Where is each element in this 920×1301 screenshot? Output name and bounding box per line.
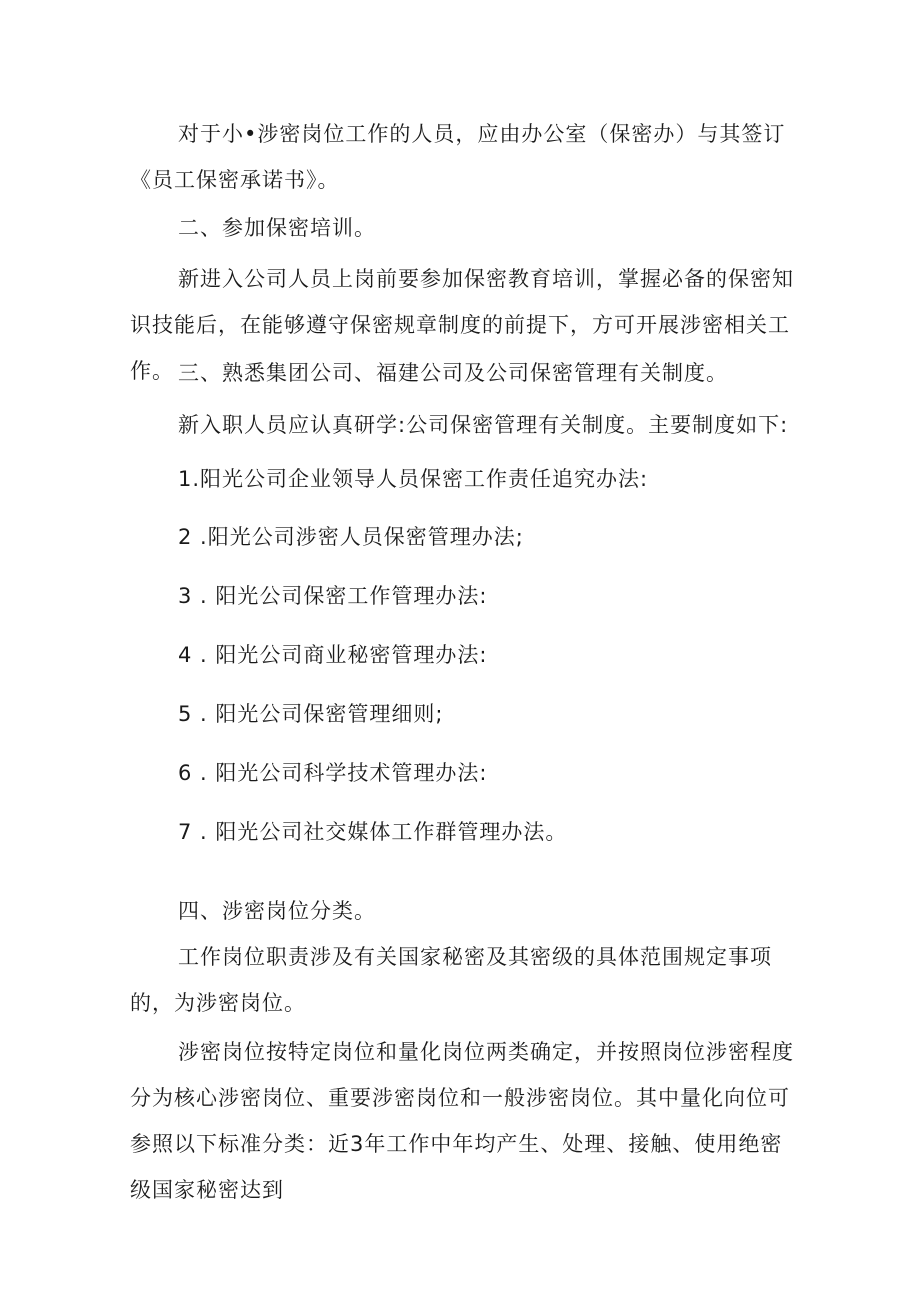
paragraph-confidentiality-pledge: 对于小•涉密岗位工作的人员，应由办公室（保密办）与其签订《员工保密承诺书》。	[130, 122, 786, 192]
list-item-7: 7 . 阳光公司社交媒体工作群管理办法。	[178, 820, 568, 844]
paragraph-training: 新进入公司人员上岗前要参加保密教育培训，掌握必备的保密知识技能后，在能够遵守保密规章制度的前提下，方可开展涉密相关工作。	[130, 267, 794, 383]
list-item-5: 5 . 阳光公司保密管理细则;	[178, 702, 444, 726]
heading-training: 二、参加保密培训。	[178, 216, 376, 240]
list-item-4: 4 . 阳光公司商业秘密管理办法:	[178, 643, 488, 667]
heading-post-classification: 四、涉密岗位分类。	[178, 899, 376, 923]
list-item-1: 1.阳光公司企业领导人员保密工作责任追究办法:	[178, 467, 649, 491]
paragraph-post-definition: 工作岗位职责涉及有关国家秘密及其密级的具体范围规定事项的，为涉密岗位。	[130, 945, 772, 1015]
list-item-6: 6 . 阳光公司科学技术管理办法:	[178, 761, 488, 785]
heading-regulations: 三、熟悉集团公司、福建公司及公司保密管理有关制度。	[178, 361, 728, 385]
list-item-3: 3 . 阳光公司保密工作管理办法:	[178, 584, 488, 608]
paragraph-regulations-intro: 新入职人员应认真研学:公司保密管理有关制度。主要制度如下:	[178, 413, 789, 437]
list-item-2: 2 .阳光公司涉密人员保密管理办法;	[178, 525, 524, 549]
paragraph-post-categories: 涉密岗位按特定岗位和量化岗位两类确定，并按照岗位涉密程度分为核心涉密岗位、重要涉密岗位和一般涉密岗位。其中量化向位可参照以下标准分类：近3年工作中年均产生、处理、接触、使用绝密级国家秘密达到	[130, 1040, 794, 1202]
